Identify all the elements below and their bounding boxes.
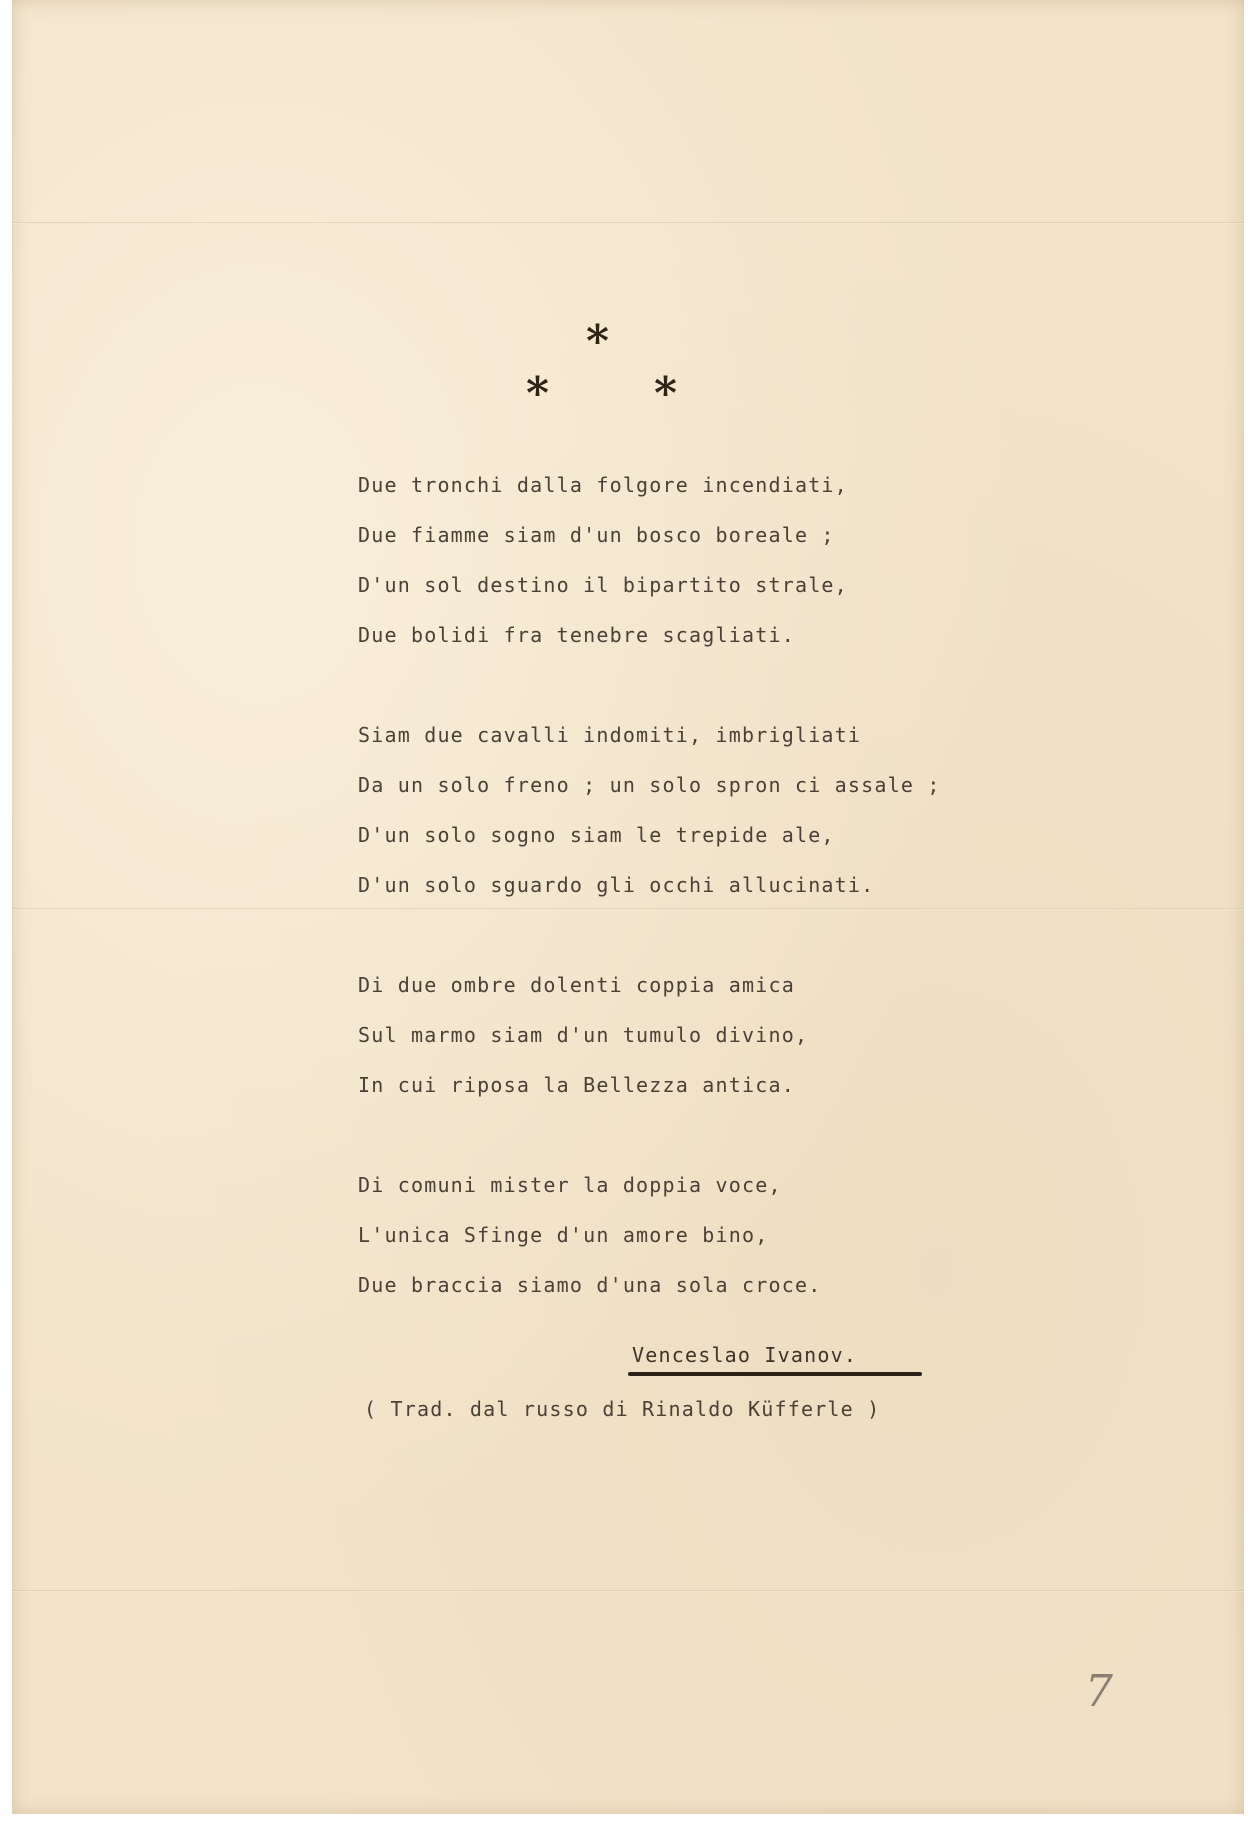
poem-line: D'un sol destino il bipartito strale, <box>358 573 848 597</box>
poem-body <box>358 460 1118 1310</box>
poem-line: In cui riposa la Bellezza antica. <box>358 1073 795 1097</box>
poem-line: D'un solo sogno siam le trepide ale, <box>358 823 835 847</box>
fold-crease <box>12 222 1244 224</box>
poem-line: Sul marmo siam d'un tumulo divino, <box>358 1023 809 1047</box>
poem-line: Di comuni mister la doppia voce, <box>358 1173 782 1197</box>
stanza-1 <box>358 460 1118 660</box>
asterism-ornament <box>520 316 700 430</box>
fold-crease <box>12 1590 1244 1592</box>
asterisk-icon: * <box>654 368 678 419</box>
poem-line: Da un solo freno ; un solo spron ci assale ; <box>358 773 941 797</box>
poem-line: L'unica Sfinge d'un amore bino, <box>358 1223 769 1247</box>
poem-line: D'un solo sguardo gli occhi allucinati. <box>358 873 875 897</box>
page-number: 7 <box>1085 1666 1113 1717</box>
poem-line: Due tronchi dalla folgore incendiati, <box>358 473 848 497</box>
asterisk-icon: * <box>586 316 610 367</box>
signature-underline <box>628 1372 922 1376</box>
author-signature: Venceslao Ivanov. <box>632 1343 858 1367</box>
poem-line: Siam due cavalli indomiti, imbrigliati <box>358 723 862 747</box>
stanza-3 <box>358 960 1118 1110</box>
stanza-gap <box>358 910 1118 960</box>
asterisk-icon: * <box>526 368 550 419</box>
stanza-2 <box>358 710 1118 910</box>
stanza-4 <box>358 1160 1118 1310</box>
poem-line: Due fiamme siam d'un bosco boreale ; <box>358 523 835 547</box>
poem-line: Di due ombre dolenti coppia amica <box>358 973 795 997</box>
stanza-gap <box>358 1110 1118 1160</box>
poem-line: Due bolidi fra tenebre scagliati. <box>358 623 795 647</box>
translator-note: ( Trad. dal russo di Rinaldo Küfferle ) <box>364 1397 881 1421</box>
poem-line: Due braccia siamo d'una sola croce. <box>358 1273 822 1297</box>
stanza-gap <box>358 660 1118 710</box>
